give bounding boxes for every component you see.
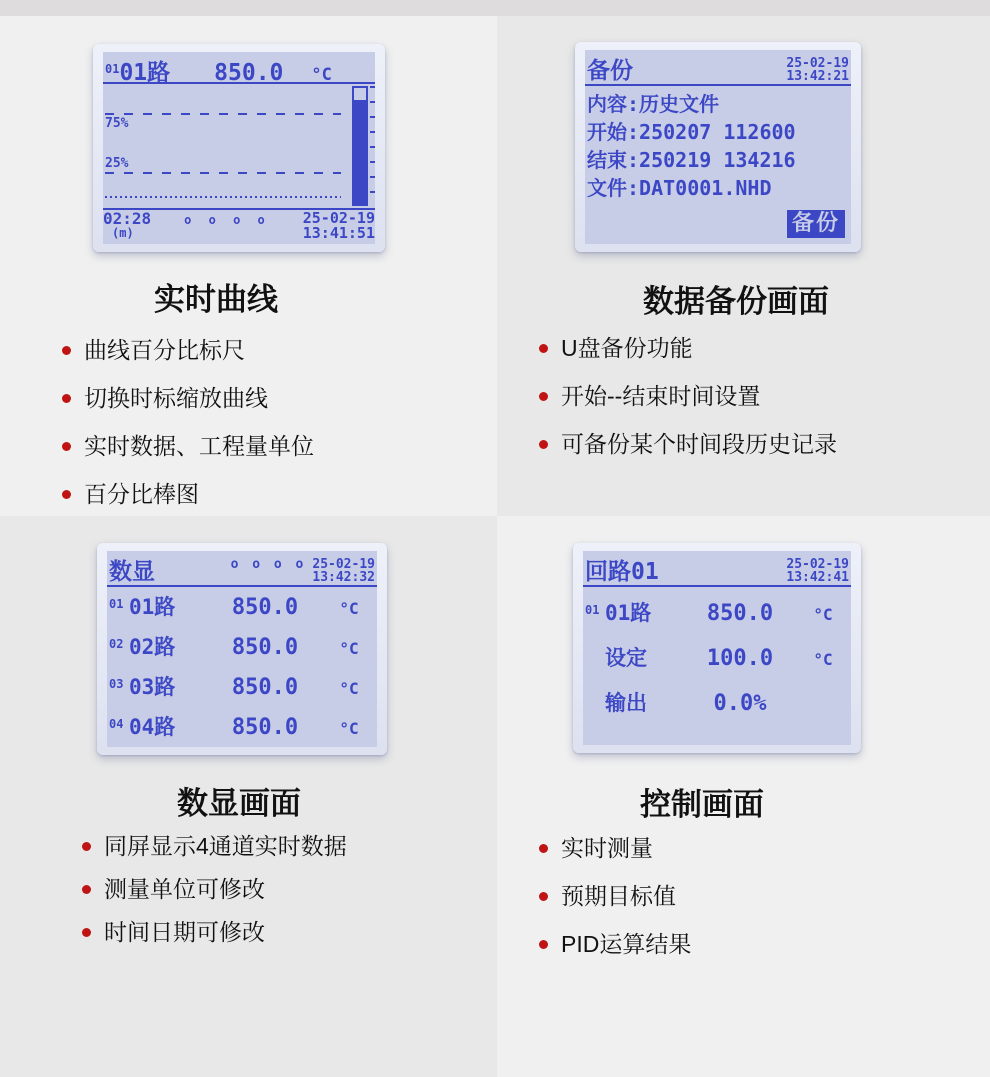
row-unit: °C [813, 605, 833, 624]
panel-realtime-curve [0, 16, 497, 516]
panel-title: 控制画面 [640, 787, 764, 822]
row-value: 850.0 [706, 601, 774, 626]
row-value: 850.0 [231, 595, 299, 620]
channel-number-sup: 01 [105, 62, 120, 76]
channel-row [109, 671, 375, 698]
lcd-curve [93, 44, 385, 252]
row-sup: 01 [109, 597, 124, 611]
row-name: 02路 [129, 635, 176, 659]
channel-row [109, 711, 375, 738]
feature-list [82, 832, 347, 961]
list-item [539, 334, 837, 362]
panel-data-backup [497, 16, 990, 516]
elapsed-value: 02:28 [103, 209, 152, 228]
feature-text: 预期目标值 [561, 883, 676, 909]
gridline-75 [105, 113, 341, 115]
row-sup: 03 [109, 677, 124, 691]
channel-value: 850.0 [214, 60, 284, 86]
curve-header [103, 52, 375, 84]
feature-text: 实时数据、工程量单位 [84, 433, 314, 459]
elapsed-block [103, 211, 151, 244]
control-header [583, 551, 851, 587]
feature-text: 可备份某个时间段历史记录 [561, 431, 837, 457]
bullet-dot-icon [82, 842, 91, 851]
row-name: 01路 [129, 595, 176, 619]
curve-status-bar [103, 208, 375, 244]
backup-info [585, 86, 851, 202]
panel-title: 数显画面 [177, 786, 301, 821]
row-unit: °C [339, 599, 359, 618]
list-item [82, 918, 347, 946]
row-unit: °C [339, 679, 359, 698]
feature-text: 曲线百分比标尺 [84, 337, 245, 363]
date-value: 25-02-19 [302, 209, 375, 227]
feature-text: 切换时标缩放曲线 [84, 385, 268, 411]
status-dots: o o o o [184, 213, 270, 227]
scale-label-75: 75% [105, 116, 129, 131]
bullet-dot-icon [539, 392, 548, 401]
row-name: 03路 [129, 675, 176, 699]
channel-name: 01路 [119, 60, 171, 86]
lcd-control [573, 543, 861, 753]
datetime-block [303, 211, 375, 244]
menu-title: 备份 [587, 58, 633, 84]
backup-file-line: 文件:DAT0001.NHD [587, 176, 772, 200]
lcd-backup [575, 42, 861, 252]
lcd-curve-display [103, 52, 375, 244]
bullet-dot-icon [539, 844, 548, 853]
lcd-digits-display [107, 551, 377, 747]
lcd-backup-display [585, 50, 851, 244]
gridline-bottom [105, 196, 341, 198]
feature-text: 百分比棒图 [84, 481, 199, 507]
row-unit: °C [339, 639, 359, 658]
list-item [539, 430, 837, 458]
bullet-dot-icon [539, 892, 548, 901]
row-value: 850.0 [231, 675, 299, 700]
percent-bar-gauge [352, 86, 368, 206]
date-value: 25-02-19 [786, 56, 849, 71]
list-item [539, 930, 691, 958]
bullet-dot-icon [539, 344, 548, 353]
bullet-dot-icon [82, 928, 91, 937]
time-value: 13:42:41 [786, 570, 849, 585]
list-item [62, 480, 314, 508]
list-item [539, 382, 837, 410]
row-value: 100.0 [706, 646, 774, 671]
output-row [585, 687, 849, 715]
datetime-block [786, 558, 849, 584]
date-value: 25-02-19 [312, 557, 375, 572]
list-item [62, 384, 314, 412]
bar-fill [354, 102, 366, 204]
menu-title: 回路01 [585, 559, 659, 585]
backup-header [585, 50, 851, 86]
top-band [0, 0, 990, 16]
datetime-block [231, 558, 375, 584]
panel-control [497, 516, 990, 1077]
bullet-dot-icon [539, 940, 548, 949]
feature-text: 时间日期可修改 [104, 919, 265, 945]
bullet-dot-icon [82, 885, 91, 894]
list-item [62, 432, 314, 460]
list-item [82, 832, 347, 860]
row-value: 0.0% [713, 691, 767, 716]
feature-text: U盘备份功能 [561, 335, 693, 361]
row-name: 01路 [605, 601, 652, 625]
row-name: 04路 [129, 715, 176, 739]
control-rows [583, 597, 851, 715]
datetime-block [786, 57, 849, 83]
date-value: 25-02-19 [786, 557, 849, 572]
channel-rows [107, 591, 377, 738]
row-value: 850.0 [231, 715, 299, 740]
trend-chart-area [103, 84, 375, 208]
digits-header [107, 551, 377, 587]
bullet-dot-icon [62, 490, 71, 499]
backup-start-line: 开始:250207 112600 [587, 120, 796, 144]
row-sup: 02 [109, 637, 124, 651]
panel-title: 数据备份画面 [643, 284, 829, 319]
list-item [539, 834, 691, 862]
scale-label-25: 25% [105, 156, 129, 171]
row-name: 设定 [605, 646, 647, 670]
list-item [82, 875, 347, 903]
feature-text: 开始--结束时间设置 [561, 383, 761, 409]
time-value: 13:42:21 [786, 69, 849, 84]
feature-text: 实时测量 [561, 835, 653, 861]
row-value: 850.0 [231, 635, 299, 660]
time-value: 13:41:51 [302, 224, 375, 242]
lcd-control-display [583, 551, 851, 745]
bullet-dot-icon [62, 394, 71, 403]
bullet-dot-icon [539, 440, 548, 449]
status-dots: o o o o [230, 557, 307, 572]
row-unit: °C [813, 650, 833, 669]
feature-list [62, 336, 314, 516]
backup-softkey: 备份 [787, 210, 845, 238]
measure-row [585, 597, 849, 625]
row-name: 输出 [605, 691, 647, 715]
channel-row [109, 591, 375, 618]
bar-empty-segment [354, 88, 366, 102]
feature-text: PID运算结果 [561, 931, 692, 957]
channel-row [109, 631, 375, 658]
channel-unit: °C [311, 65, 332, 85]
panel-title: 实时曲线 [154, 282, 278, 317]
backup-end-line: 结束:250219 134216 [587, 148, 796, 172]
lcd-digits [97, 543, 387, 755]
row-sup: 04 [109, 717, 124, 731]
setpoint-row [585, 642, 849, 670]
list-item [62, 336, 314, 364]
panel-digital-display [0, 516, 497, 1077]
row-unit: °C [339, 719, 359, 738]
time-value: 13:42:32 [312, 570, 375, 585]
bullet-dot-icon [62, 442, 71, 451]
feature-list [539, 834, 691, 978]
feature-list [539, 334, 837, 478]
elapsed-unit: (m) [112, 226, 134, 240]
list-item [539, 882, 691, 910]
row-sup: 01 [585, 603, 600, 617]
feature-text: 测量单位可修改 [104, 876, 265, 902]
feature-text: 同屏显示4通道实时数据 [104, 833, 347, 859]
bullet-dot-icon [62, 346, 71, 355]
backup-content-line: 内容:历史文件 [587, 92, 720, 116]
menu-title: 数显 [109, 559, 155, 585]
bar-scale-ticks [370, 86, 375, 206]
gridline-25 [105, 172, 341, 174]
